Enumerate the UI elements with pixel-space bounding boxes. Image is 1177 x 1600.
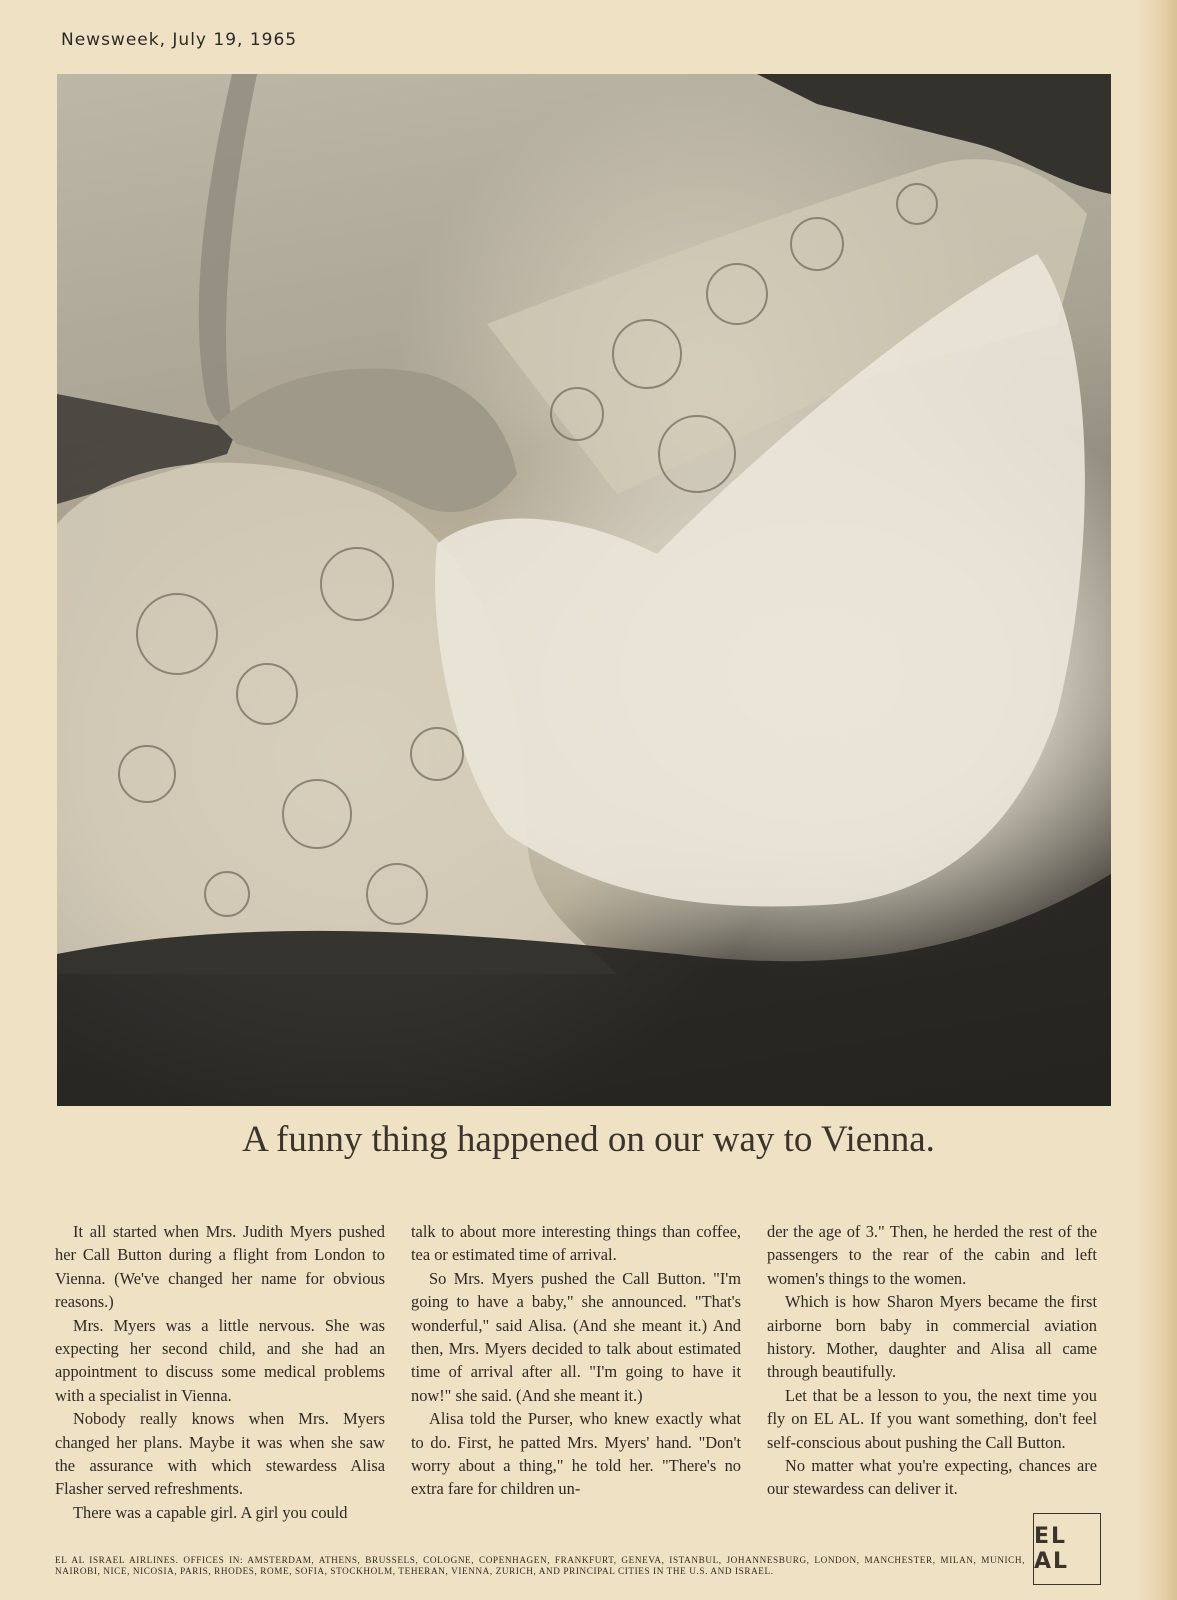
paragraph: Nobody really knows when Mrs. Myers changed her plans. Maybe it was when she saw the assurance with which stewardess Alisa Flasher served refreshments.	[55, 1409, 385, 1499]
el-al-logo: EL AL	[1033, 1513, 1101, 1585]
paragraph: It all started when Mrs. Judith Myers pushed her Call Button during a flight from London to Vienna. (We've changed her name for obvious reasons.)	[55, 1222, 385, 1312]
column-3	[767, 1220, 1097, 1524]
paragraph: Mrs. Myers was a little nervous. She was expecting her second child, and she had an appointment to discuss some medical problems with a specialist in Vienna.	[55, 1315, 385, 1405]
paragraph: Alisa told the Purser, who knew exactly what to do. First, he patted Mrs. Myers' hand. "Don't worry about a thing," he told her. "There's no extra fare for children un-	[411, 1409, 741, 1499]
paragraph: No matter what you're expecting, chances are our stewardess can deliver it.	[767, 1456, 1097, 1499]
column-1	[55, 1220, 385, 1524]
footer-offices: EL AL ISRAEL AIRLINES. OFFICES IN: AMSTERDAM, ATHENS, BRUSSELS, COLOGNE, COPENHAGEN, FRANKFURT, GENEVA, ISTANBUL, JOHANNESBURG, LONDON, MANCHESTER, MILAN, MUNICH, NAIROBI, NICE, NICOSIA, PARIS, RHODES, ROME, SOFIA, STOCKHOLM, TEHERAN, VIENNA, ZURICH, AND PRINCIPAL CITIES IN THE U.S. AND ISRAEL.	[55, 1555, 1025, 1576]
paragraph: So Mrs. Myers pushed the Call Button. "I'm going to have a baby," she announced. "That's wonderful," said Alisa. (And she meant it.) And then, Mrs. Myers decided to talk about estimated time of arrival after all. "I'm going to have it now!" she said. (And she meant it.)	[411, 1268, 741, 1405]
column-2	[411, 1220, 741, 1524]
photo-illustration	[57, 74, 1111, 1106]
body-columns	[55, 1220, 1105, 1524]
hero-photo	[57, 74, 1111, 1106]
paragraph: talk to about more interesting things than coffee, tea or estimated time of arrival.	[411, 1222, 741, 1265]
masthead: Newsweek, July 19, 1965	[61, 30, 298, 50]
page-edge	[1137, 0, 1177, 1600]
paragraph: der the age of 3." Then, he herded the rest of the passengers to the rear of the cabin and left women's things to the women.	[767, 1222, 1097, 1288]
paragraph: Which is how Sharon Myers became the first airborne born baby in commercial aviation history. Mother, daughter and Alisa all came through beautifully.	[767, 1292, 1097, 1382]
paragraph: There was a capable girl. A girl you could	[73, 1502, 348, 1522]
headline: A funny thing happened on our way to Vienna.	[242, 1119, 935, 1160]
photo-window-frame	[199, 74, 257, 426]
paragraph: Let that be a lesson to you, the next time you fly on EL AL. If you want something, don't feel self-conscious about pushing the Call Button.	[767, 1385, 1097, 1452]
